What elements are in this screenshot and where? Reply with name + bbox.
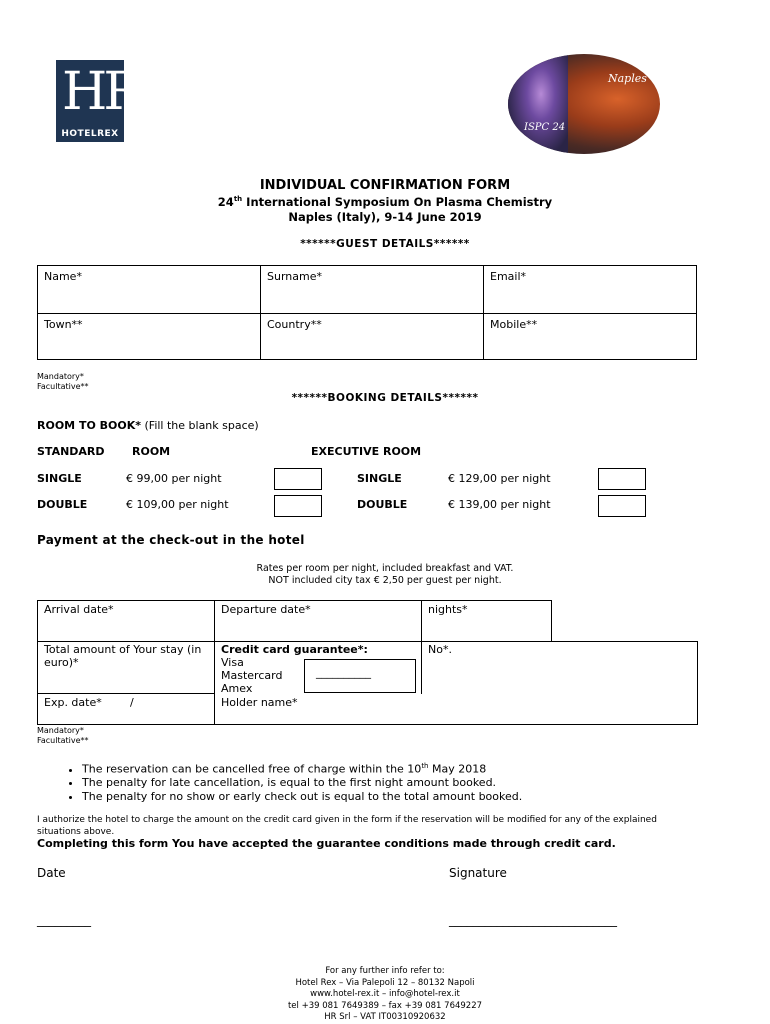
exe-single-quantity-box[interactable] [598, 468, 646, 490]
std-single-label: SINGLE [37, 472, 82, 485]
holder-name-field[interactable]: Holder name* [221, 696, 298, 709]
divider [214, 600, 215, 641]
footer-line-5: HR Srl – VAT IT00310920632 [324, 1012, 446, 1022]
country-field[interactable] [261, 314, 484, 360]
booking-details-heading: ******BOOKING DETAILS****** [291, 392, 479, 404]
mandatory-legend-2: Mandatory* [37, 726, 84, 735]
conference-badge-image [508, 54, 660, 154]
footer-line-1: For any further info refer to: [325, 966, 445, 976]
cc-guarantee-label: Credit card guarantee*: [221, 643, 368, 656]
form-title: INDIVIDUAL CONFIRMATION FORM [259, 178, 511, 193]
footer [0, 966, 770, 1024]
mandatory-legend: Mandatory* [37, 372, 84, 381]
nights-field[interactable]: nights* [428, 603, 468, 616]
card-type-blank: __________ [316, 666, 371, 679]
rates-line-2: NOT included city tax € 2,50 per guest per night. [268, 575, 502, 586]
exe-double-label: DOUBLE [357, 498, 408, 511]
guest-details-heading: ******GUEST DETAILS****** [300, 238, 470, 250]
name-field[interactable] [38, 266, 261, 314]
authorize-text: I authorize the hotel to charge the amount on the credit card given in the form if the reservation will be modified for any of the explained situations above. [37, 815, 657, 837]
email-label: Email* [490, 270, 527, 283]
conference-location: Naples (Italy), 9-14 June 2019 [288, 210, 482, 224]
exe-single-label: SINGLE [357, 472, 402, 485]
footer-line-3: www.hotel-rex.it – info@hotel-rex.it [310, 989, 460, 999]
conference-name [0, 195, 770, 209]
card-number-field[interactable]: No*. [428, 643, 452, 656]
mobile-label: Mobile** [490, 318, 538, 331]
visa-option[interactable]: Visa [221, 656, 244, 669]
standard-label: STANDARD [37, 445, 105, 458]
total-amount-field[interactable]: Total amount of Your stay (in euro)* [44, 643, 202, 669]
facultative-legend-2: Facultative** [37, 736, 89, 745]
arrival-date-field[interactable]: Arrival date* [44, 603, 114, 616]
exe-single-price: € 129,00 per night [448, 472, 551, 485]
rates-line-1: Rates per room per night, included breakfast and VAT. [256, 563, 514, 574]
policy-item: • The penalty for no show or early check out is equal to the total amount booked. [82, 790, 522, 804]
divider [37, 693, 214, 694]
logo-monogram: HR [62, 62, 139, 122]
name-label: Name* [44, 270, 82, 283]
policy-item [82, 760, 522, 776]
exe-double-quantity-box[interactable] [598, 495, 646, 517]
footer-line-4: tel +39 081 7649389 – fax +39 081 7649227 [287, 1000, 483, 1011]
room-to-book [37, 419, 259, 432]
date-label: Date [37, 866, 66, 880]
conference-title: International Symposium On Plasma Chemistry [242, 195, 553, 209]
signature-line[interactable]: ____________________________ [449, 913, 617, 927]
room-label: ROOM [132, 445, 171, 458]
town-field[interactable] [38, 314, 261, 360]
std-single-price: € 99,00 per night [126, 472, 222, 485]
surname-label: Surname* [267, 270, 322, 283]
fill-hint: (Fill the blank space) [144, 419, 259, 432]
policy-date-tail: May 2018 [428, 762, 487, 776]
surname-field[interactable] [261, 266, 484, 314]
divider [421, 600, 422, 641]
executive-room-label: EXECUTIVE ROOM [311, 445, 422, 458]
departure-date-field[interactable]: Departure date* [221, 603, 311, 616]
email-field[interactable] [484, 266, 697, 314]
exe-double-price: € 139,00 per night [448, 498, 551, 511]
policy-list [56, 760, 522, 803]
std-double-quantity-box[interactable] [274, 495, 322, 517]
ordinal: 24 [217, 195, 234, 209]
guest-details-table [37, 265, 697, 360]
policy-item: • The penalty for late cancellation, is equal to the first night amount booked. [82, 776, 522, 790]
badge-city: Naples [608, 72, 647, 85]
plasma-image-part [508, 54, 568, 154]
room-to-book-label: ROOM TO BOOK* [37, 419, 141, 432]
divider [421, 641, 422, 694]
town-label: Town** [44, 318, 83, 331]
logo-brand: HOTELREX [61, 129, 119, 139]
facultative-legend: Facultative** [37, 382, 89, 391]
badge-event: ISPC 24 [524, 122, 566, 133]
std-single-quantity-box[interactable] [274, 468, 322, 490]
country-label: Country** [267, 318, 322, 331]
ordinal-sup: th [233, 195, 243, 204]
std-double-label: DOUBLE [37, 498, 88, 511]
amex-option[interactable]: Amex [221, 682, 253, 695]
date-line[interactable]: _________ [37, 913, 91, 927]
completing-text: Completing this form You have accepted the guarantee conditions made through credit card. [37, 837, 616, 850]
std-double-price: € 109,00 per night [126, 498, 229, 511]
signature-label: Signature [449, 866, 507, 880]
policy-text: The reservation can be cancelled free of charge within the 10 [82, 762, 422, 776]
mobile-field[interactable] [484, 314, 697, 360]
hotel-logo [56, 60, 139, 142]
footer-line-2: Hotel Rex – Via Palepoli 12 – 80132 Napoli [295, 977, 475, 988]
divider [214, 641, 215, 724]
payment-heading: Payment at the check-out in the hotel [37, 533, 305, 547]
exp-date-slash: / [130, 696, 134, 709]
mastercard-option[interactable]: Mastercard [221, 669, 283, 682]
policy-sup: th [421, 762, 429, 770]
exp-date-field[interactable]: Exp. date* [44, 696, 102, 709]
